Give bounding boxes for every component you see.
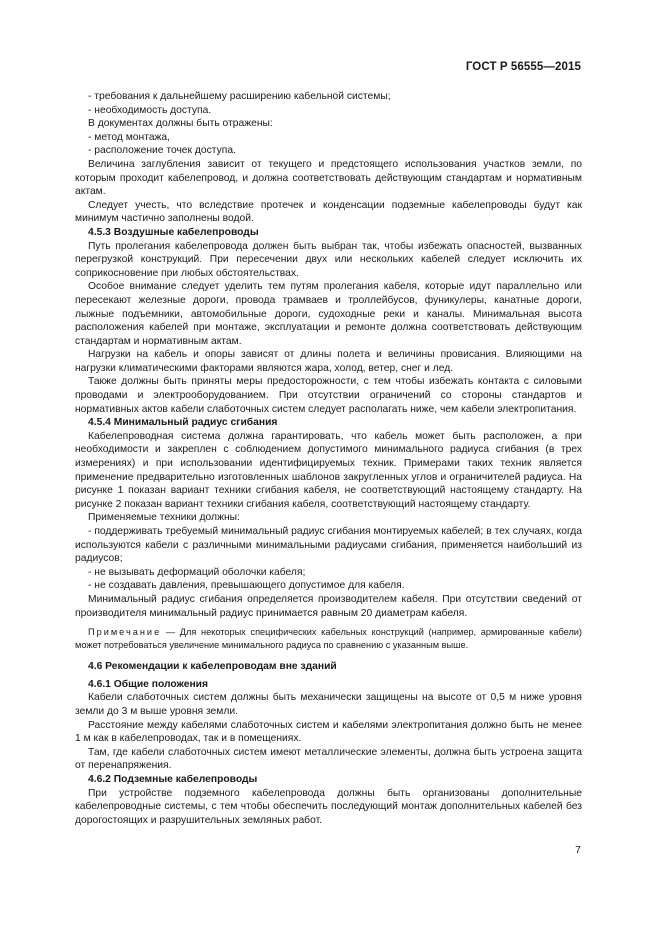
- text-paragraph: При устройстве подземного кабелепровода должны быть организованы дополнительные кабелепроводные системы, с тем чтобы обеспечить последующий монтаж дополнительных кабелей без дорогостоящих и разрушительных земляных работ.: [75, 787, 582, 826]
- subsection-heading: 4.5.4 Минимальный радиус сгибания: [88, 417, 278, 429]
- subsection-heading: 4.5.3 Воздушные кабелепроводы: [88, 226, 259, 238]
- text-paragraph: Особое внимание следует уделить тем путям пролегания кабеля, которые идут параллельно или пересекают железные дороги, провода трамваев и троллейбусов, фуникулеры, канатные дороги, лыжные подъемники, автомобильные дороги, судоходные реки и каналы. Минимальная высота расположения кабелей при монтаже, эксплуатации и ремонте должна соответствовать действующим стандартам и нормативным актам.: [75, 281, 582, 347]
- page-body: [75, 90, 582, 827]
- text-paragraph: Минимальный радиус сгибания определяется производителем кабеля. При отсутствии сведений от производителя минимальный радиус принимается равным 20 диаметрам кабеля.: [75, 593, 582, 619]
- note-label: Примечание: [88, 627, 162, 638]
- text-paragraph: Величина заглубления зависит от текущего и предстоящего использования участков земли, по которым проходит кабелепровод, и должна соответствовать действующим стандартам и нормативным актам.: [75, 158, 582, 198]
- text-paragraph: В документах должны быть отражены:: [88, 118, 273, 130]
- subsection-heading: 4.6.2 Подземные кабелепроводы: [88, 773, 258, 785]
- text-paragraph: Нагрузки на кабель и опоры зависят от длины полета и величины провисания. Влияющими на нагрузки климатическими факторами являются жара, холод, ветер, снег и лед.: [75, 349, 582, 374]
- text-paragraph: - поддерживать требуемый минимальный радиус сгибания монтируемых кабелей; в тех случаях, когда используются кабели с различными минимальными радиусами сгибания, применяется наибольший из радиусов;: [75, 526, 582, 565]
- section-heading: 4.6 Рекомендации к кабелепроводам вне зданий: [88, 661, 337, 673]
- text-paragraph: - необходимость доступа.: [88, 104, 212, 116]
- text-paragraph: Кабелепроводная система должна гарантировать, что кабель может быть расположен, а при необходимости и закреплен с соблюдением допустимого минимального радиуса сгибания (в трех измерениях) и при использовании идентифицируемых техник. Примерами таких техник является применение предварительно изготовленных шаблонов закругленных углов и ограничителей радиуса. На рисунке 1 показан вариант техники сгибания кабеля, не соответствующий настоящему стандарту. На рисунке 2 показан вариант техники сгибания кабеля, соответствующий настоящему стандарту.: [75, 430, 582, 510]
- text-paragraph: Следует учесть, что вследствие протечек и конденсации подземные кабелепроводы будут как минимум частично заполнены водой.: [75, 199, 582, 225]
- text-paragraph: Также должны быть приняты меры предосторожности, с тем чтобы избежать контакта с силовыми проводами и электрооборудованием. При отсутствии ограничений со стороны стандартов и нормативных актов кабели слаботочных систем следует располагать ниже, чем кабели электропитания.: [75, 376, 582, 415]
- text-paragraph: - метод монтажа,: [88, 131, 171, 143]
- subsection-heading: 4.6.1 Общие положения: [88, 678, 208, 690]
- text-paragraph: Там, где кабели слаботочных систем имеют металлические элементы, должна быть устроена защита от перенапряжения.: [75, 746, 582, 772]
- text-paragraph: - требования к дальнейшему расширению кабельной системы;: [88, 91, 391, 102]
- note-paragraph: [75, 626, 582, 651]
- text-paragraph: Применяемые техники должны:: [88, 512, 240, 524]
- page-number: 7: [575, 844, 581, 856]
- document-header: ГОСТ Р 56555—2015: [465, 61, 581, 73]
- text-paragraph: Путь пролегания кабелепровода должен быть выбран так, чтобы избежать опасностей, вызванных перегрузкой конструкций. При пересечении двух или нескольких кабелей следует исключить их соприкосновение при любых обстоятельствах.: [75, 240, 582, 279]
- text-paragraph: - не вызывать деформаций оболочки кабеля;: [88, 566, 306, 578]
- note-text: — Для некоторых специфических кабельных конструкций (например, армированные кабели) может потребоваться увеличение минимального радиуса по сравнению с указанным выше.: [75, 627, 582, 650]
- text-paragraph: Кабели слаботочных систем должны быть механически защищены на высоте от 0,5 м ниже уровня земли до 3 м выше уровня земли.: [75, 692, 582, 717]
- text-paragraph: - не создавать давления, превышающего допустимое для кабеля.: [88, 580, 405, 592]
- text-paragraph: - расположение точек доступа.: [88, 145, 236, 157]
- text-paragraph: Расстояние между кабелями слаботочных систем и кабелями электропитания должно быть не менее 1 м как в кабелепроводах, так и в помещениях.: [75, 719, 582, 745]
